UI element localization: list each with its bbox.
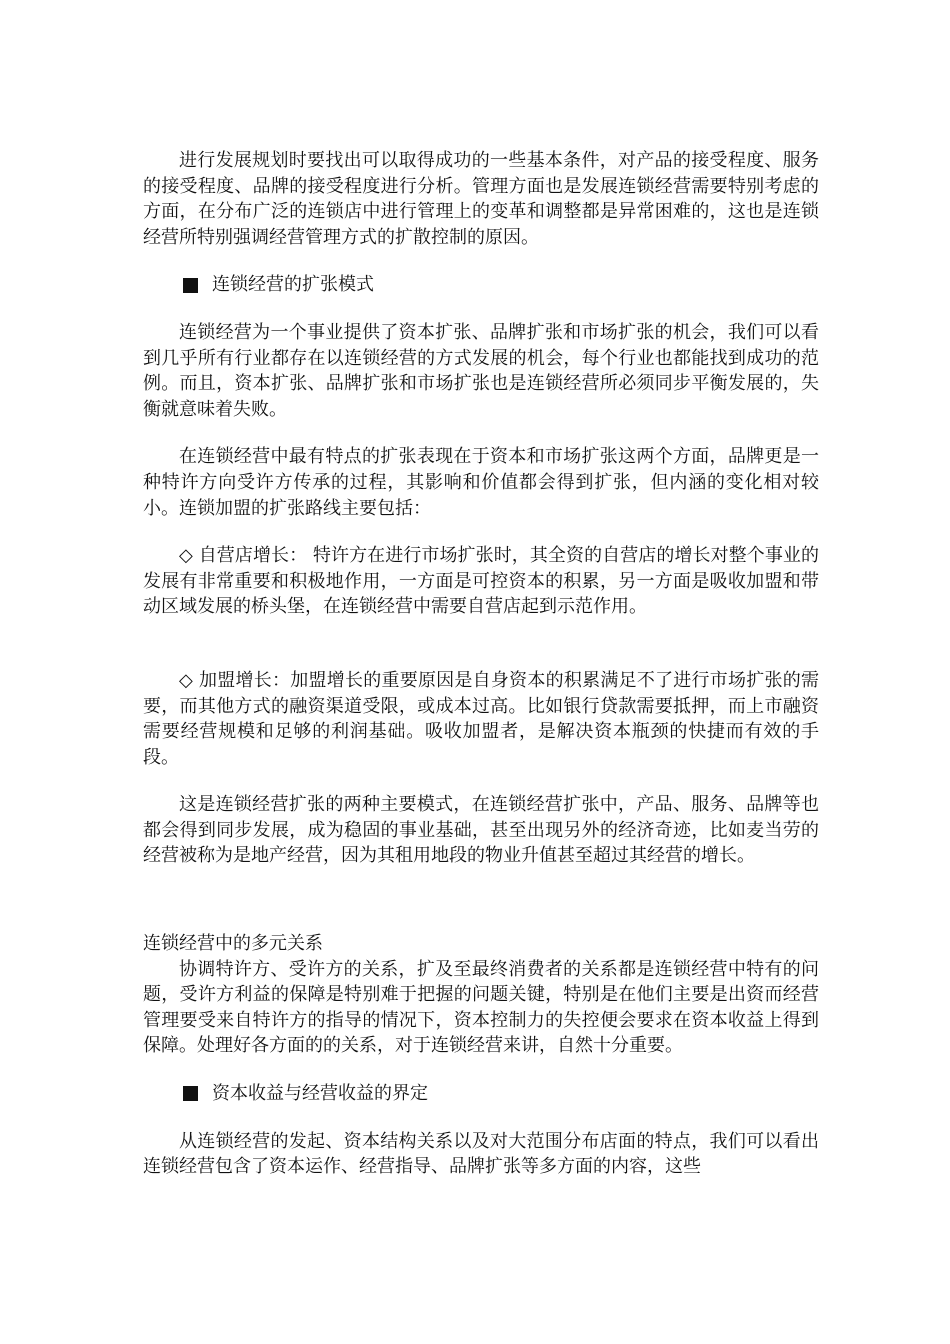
black-square-icon <box>183 278 198 293</box>
paragraph-self-store-growth: ◇ 自营店增长： 特许方在进行市场扩张时，其全资的自营店的增长对整个事业的发展有非常重要和积极地作用，一方面是可控资本的积累，另一方面是吸收加盟和带动区域发展的桥头堡，在连锁经营中需要自营店起到示范作用。 <box>143 545 819 618</box>
heading-capital-income-text: 资本收益与经营收益的界定 <box>212 1083 428 1105</box>
paragraph-expansion-opportunity: 连锁经营为一个事业提供了资本扩张、品牌扩张和市场扩张的机会，我们可以看到几乎所有行业都存在以连锁经营的方式发展的机会，每个行业也都能找到成功的范例。而且，资本扩张、品牌扩张和市场扩张也是连锁经营所必须同步平衡发展的，失衡就意味着失败。 <box>143 321 819 420</box>
heading-expansion-model-text: 连锁经营的扩张模式 <box>212 274 374 296</box>
section-title-relations: 连锁经营中的多元关系 <box>143 933 323 955</box>
paragraph-franchise-growth: ◇ 加盟增长：加盟增长的重要原因是自身资本的积累满足不了进行市场扩张的需要，而其他方式的融资渠道受限，或成本过高。比如银行贷款需要抵押，而上市融资需要经营规模和足够的利润基础。吸收加盟者，是解决资本瓶颈的快捷而有效的手段。 <box>143 669 819 768</box>
black-square-icon <box>183 1086 198 1101</box>
paragraph-expansion-features: 在连锁经营中最有特点的扩张表现在于资本和市场扩张这两个方面，品牌更是一种特许方向受许方传承的过程，其影响和价值都会得到扩张，但内涵的变化相对较小。连锁加盟的扩张路线主要包括： <box>143 446 819 519</box>
paragraph-planning: 进行发展规划时要找出可以取得成功的一些基本条件，对产品的接受程度、服务的接受程度、品牌的接受程度进行分析。管理方面也是发展连锁经营需要特别考虑的方面，在分布广泛的连锁店中进行管理上的变革和调整都是异常困难的，这也是连锁经营所特别强调经营管理方式的扩散控制的原因。 <box>143 150 819 248</box>
heading-capital-income <box>143 1081 819 1107</box>
paragraph-two-modes: 这是连锁经营扩张的两种主要模式，在连锁经营扩张中，产品、服务、品牌等也都会得到同步发展，成为稳固的事业基础，甚至出现另外的经济奇迹，比如麦当劳的经营被称为是地产经营，因为其租用地段的物业升值甚至超过其经营的增长。 <box>143 794 819 867</box>
paragraph-relations: 协调特许方、受许方的关系，扩及至最终消费者的关系都是连锁经营中特有的问题，受许方利益的保障是特别难于把握的问题关键，特别是在他们主要是出资而经营管理要受来自特许方的指导的情况下，资本控制力的失控便会要求在资本收益上得到保障。处理好各方面的的关系，对于连锁经营来讲，自然十分重要。 <box>143 958 819 1057</box>
document-page <box>143 148 819 1180</box>
heading-expansion-model <box>143 272 819 298</box>
paragraph-capital-structure: 从连锁经营的发起、资本结构关系以及对大范围分布店面的特点，我们可以看出连锁经营包含了资本运作、经营指导、品牌扩张等多方面的内容，这些 <box>143 1130 819 1178</box>
